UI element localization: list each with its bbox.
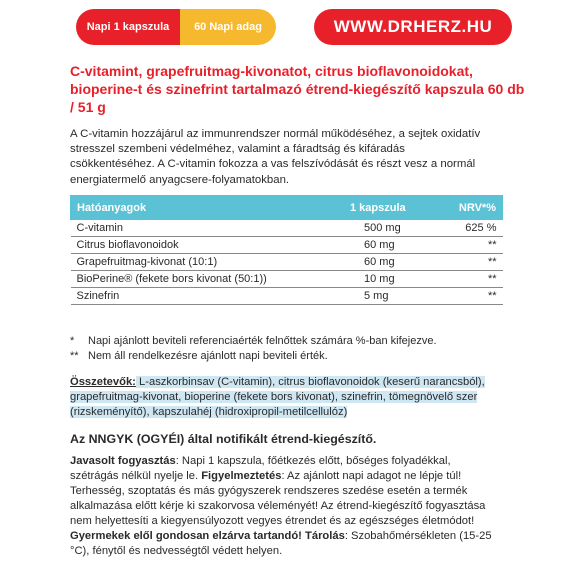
warning-text: : Az ajánlott napi adagot ne lépje túl! Terhesség, szoptatás és más gyógyszerek rendszeres szedése esetén a termék alkalmazása előtt kérje ki szakorvosa véleményét! Az étrend-kiegészítő fogyasztása nem helyettesíti a kiegyensúlyozott vegyes étrendet és az egészséges életmódot! [70,470,486,527]
footnote-nrv [70,334,510,349]
row-amount: 60 mg [344,237,435,254]
row-nrv: 625 % [435,220,502,237]
row-ingredient: C-vitamin [71,220,345,237]
row-amount: 5 mg [344,288,435,305]
usage-text: : Napi 1 kapszula, főétkezés előtt, bőséges folyadékkal, szétrágás nélkül nyelje le. [70,455,451,482]
row-nrv: ** [435,237,502,254]
row-nrv: ** [435,271,502,288]
website-link[interactable]: WWW.DRHERZ.HU [314,9,512,45]
table-row [71,288,503,305]
daily-doses-badge: 60 Napi adag [180,9,276,45]
intro-text: A C-vitamin hozzájárul az immunrendszer normál működéséhez, a sejtek oxidatív stresszel szembeni védelméhez, valamint a fáradtság és kifáradás csökkentéséhez. A C-vitamin fokozza a vas felszívódását és részt vesz a normál energiatermelő anyagcsere-folyamatokban. [70,128,481,186]
table-row [71,220,503,237]
ingredients-text[interactable]: L-aszkorbinsav (C-vitamin), citrus bioflavonoidok (keserű narancsból), grapefruitmag-kivonat, bioperine (fekete bors kivonat), szinefrin, tömegnövelő szer (rizskeményítő), kapszulahéj (hidroxipropil-metilcellulóz) [70,376,485,418]
footnote-mark: * [70,335,75,347]
ingredients-label: Összetevők: [70,376,136,388]
usage-label: Javasolt fogyasztás [70,455,176,467]
table-row [71,271,503,288]
product-title: C-vitamint, grapefruitmag-kivonatot, citrus bioflavonoidokat, bioperine-t és szinefrint tartalmazó étrend-kiegészítő kapszula 60 db / 51 g [70,63,525,115]
header-nrv: NRV*% [435,196,502,220]
storage-text: : Szobahőmérsékleten (15-25 °C), fénytől és nedvességtől védett helyen. [70,530,492,557]
footnote-text: Nem áll rendelkezésre ajánlott napi beviteli érték. [88,350,328,362]
ingredients-section [70,375,490,420]
row-amount: 500 mg [344,220,435,237]
daily-capsule-badge: Napi 1 kapszula [76,9,180,45]
footnote-mark: ** [70,350,79,362]
footnote-text: Napi ajánlott beviteli referenciaérték felnőttek számára %-ban kifejezve. [88,335,437,347]
row-ingredient: BioPerine® (fekete bors kivonat (50:1)) [71,271,345,288]
header-ingredients: Hatóanyagok [71,196,345,220]
footnotes [70,334,510,364]
table-header-row [71,196,503,220]
notification-statement: Az NNGYK (OGYÉI) által notifikált étrend-kiegészítő. [70,432,377,446]
row-amount: 60 mg [344,254,435,271]
row-nrv: ** [435,288,502,305]
row-ingredient: Grapefruitmag-kivonat (10:1) [71,254,345,271]
row-amount: 10 mg [344,271,435,288]
table-row [71,237,503,254]
warning-label: Figyelmeztetés [201,470,282,482]
nutrition-table [70,195,503,305]
dosage-pill [76,9,276,45]
row-ingredient: Citrus bioflavonoidok [71,237,345,254]
header-per-capsule: 1 kapszula [344,196,435,220]
row-ingredient: Szinefrin [71,288,345,305]
row-nrv: ** [435,254,502,271]
footnote-no-value [70,349,510,364]
table-row [71,254,503,271]
storage-label: Gyermekek elől gondosan elzárva tartandó! Tárolás [70,530,345,542]
usage-section [70,454,500,559]
top-banner [0,0,576,60]
